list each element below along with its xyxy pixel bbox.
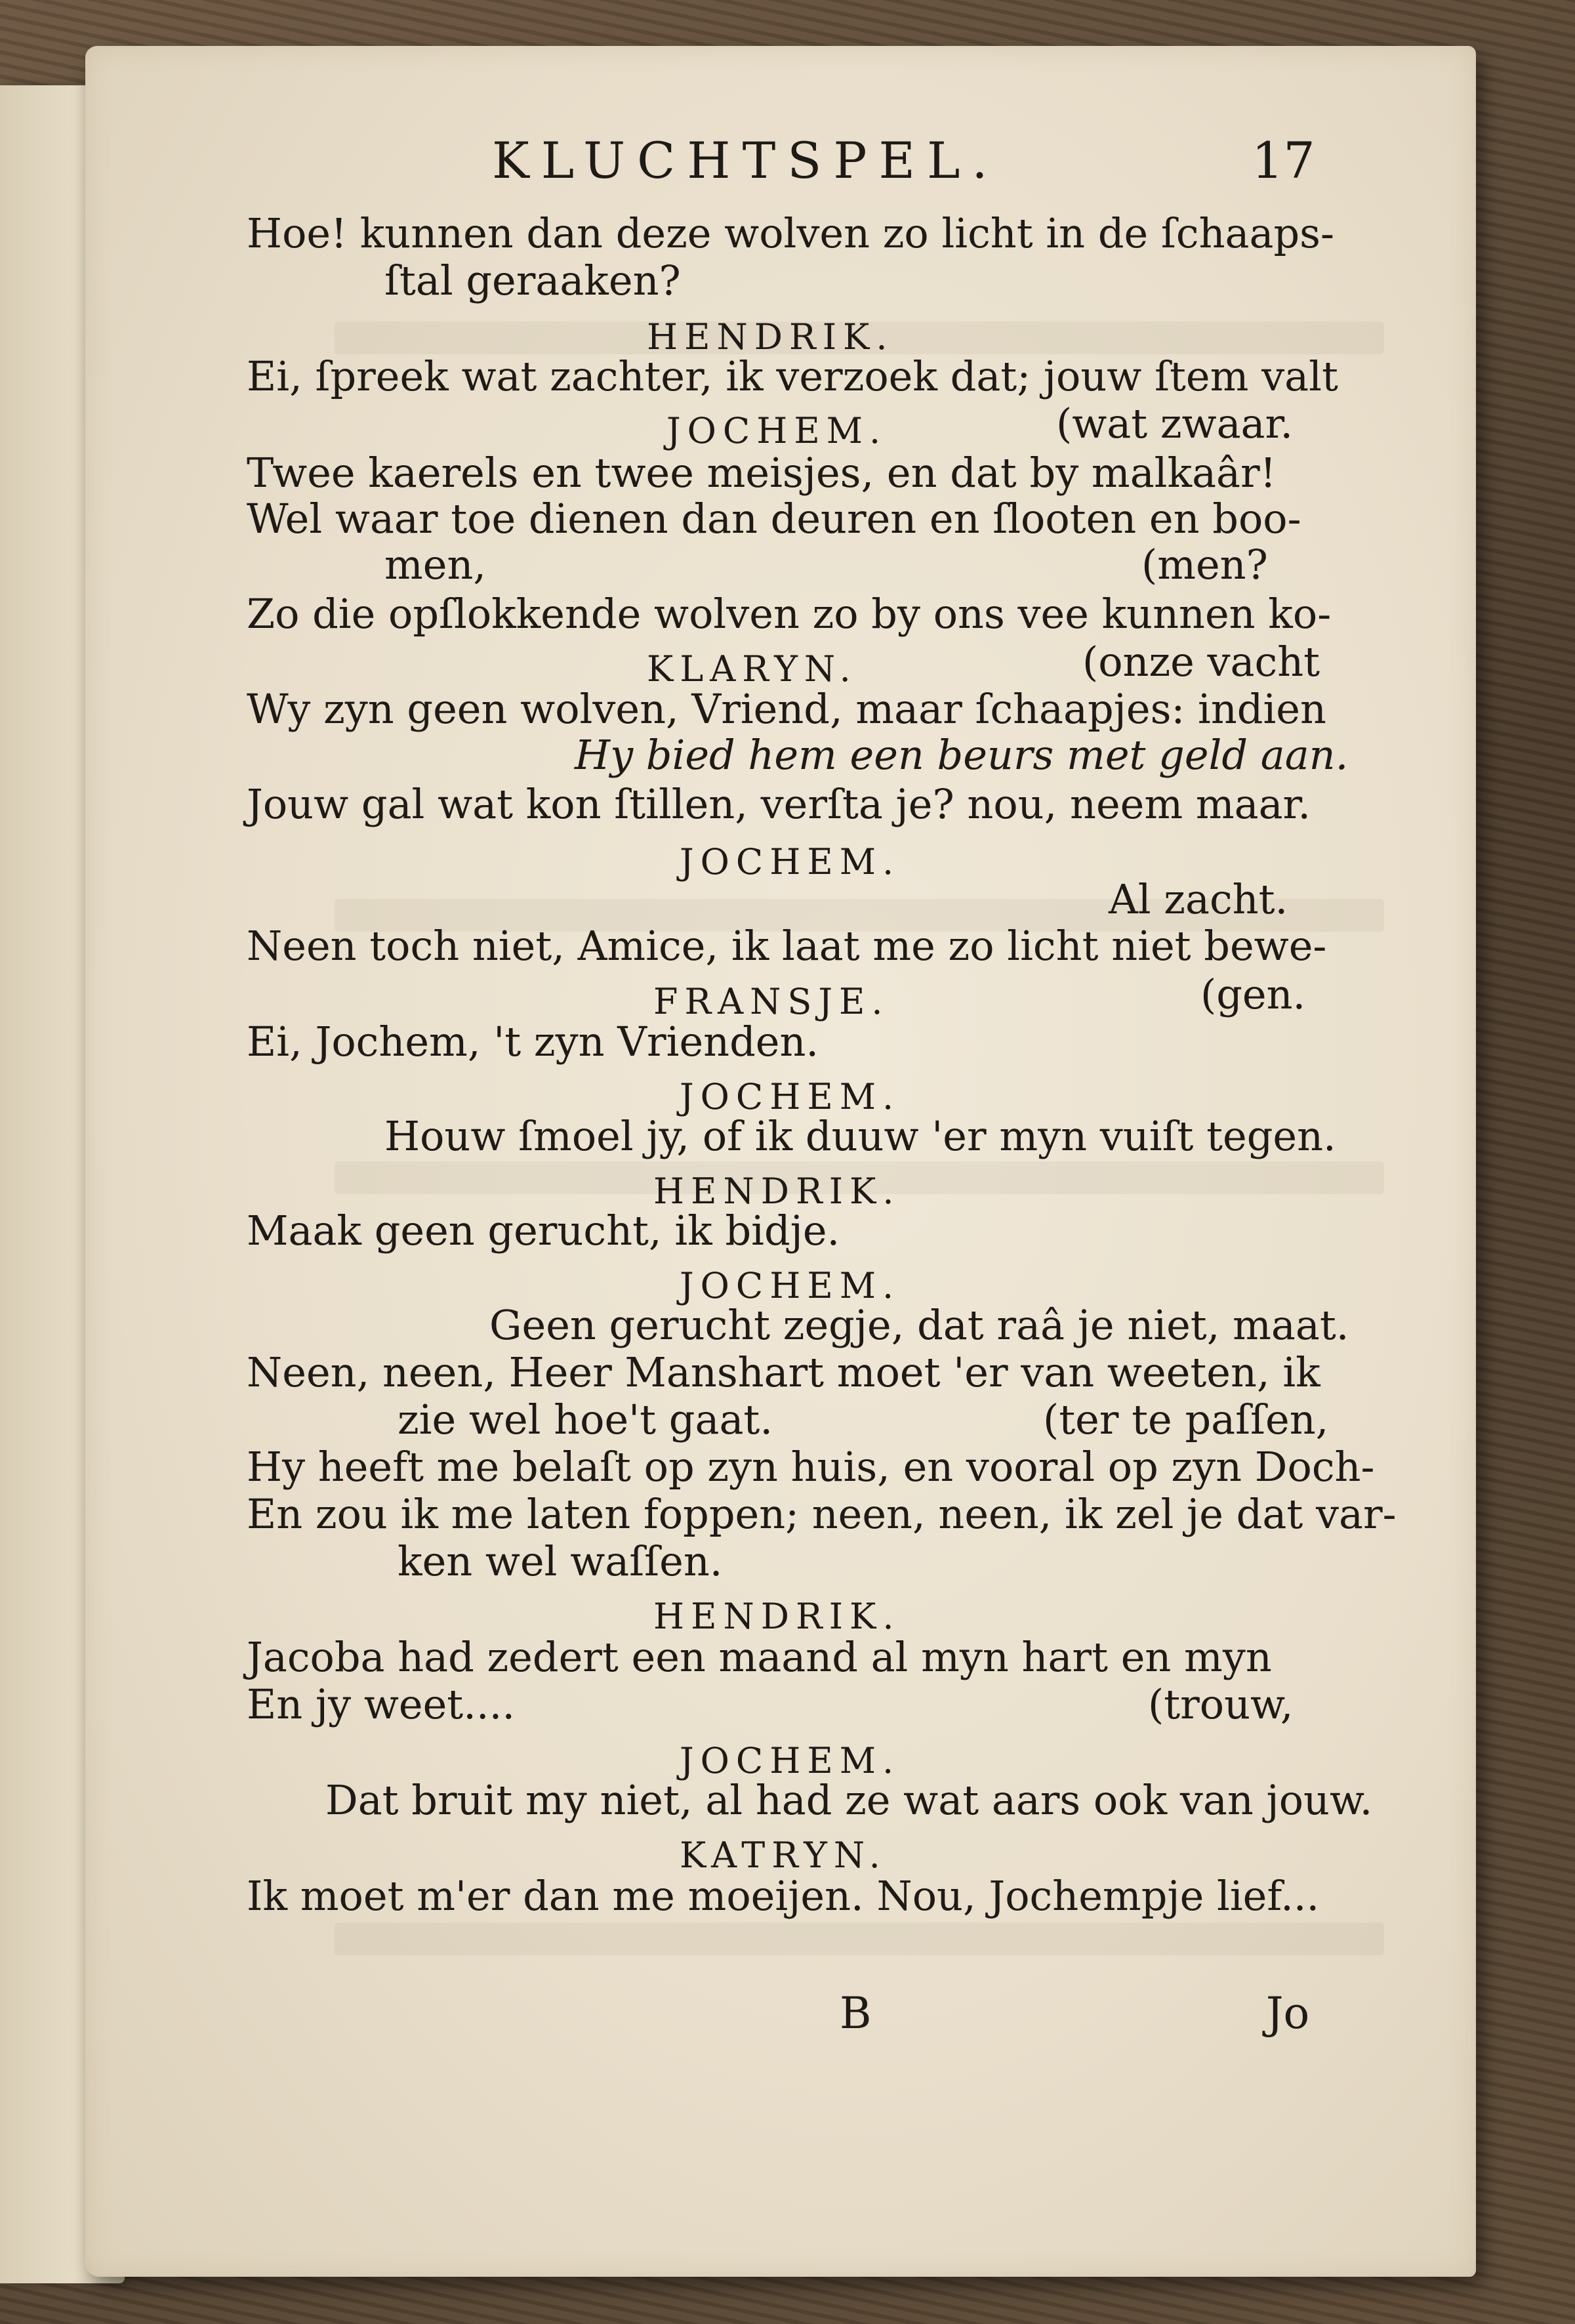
text-line: Ik moet m'er dan me moeijen. Nou, Jochempje lief... xyxy=(247,1872,1320,1920)
speaker-name: JOCHEM. xyxy=(666,410,888,451)
text-line: Houw ſmoel jy, of ik duuw 'er myn vuiſt tegen. xyxy=(384,1112,1336,1160)
text-line: ſtal geraaken? xyxy=(384,257,681,304)
speaker-name: JOCHEM. xyxy=(680,841,901,882)
show-through-text xyxy=(335,1922,1384,1955)
page-header xyxy=(85,131,1345,197)
turnover-line: (onze vacht xyxy=(1082,638,1320,686)
text-line: Hoe! kunnen dan deze wolven zo licht in de ſchaaps- xyxy=(247,209,1334,257)
speaker-name: KLARYN. xyxy=(647,648,857,690)
turnover-line: (trouw, xyxy=(1148,1680,1294,1728)
text-line: Twee kaerels en twee meisjes, en dat by malkaâr! xyxy=(247,449,1277,497)
book-page xyxy=(85,46,1476,2277)
speaker-name: JOCHEM. xyxy=(680,1265,901,1306)
text-line: Maak geen gerucht, ik bidje. xyxy=(247,1207,840,1255)
text-line: Zo die opſlokkende wolven zo by ons vee kunnen ko- xyxy=(247,590,1332,638)
speaker-name: HENDRIK. xyxy=(647,316,894,358)
text-line: Hy heeft me belaſt op zyn huis, en vooral op zyn Doch- xyxy=(247,1443,1375,1491)
speaker-name: HENDRIK. xyxy=(653,1596,901,1637)
text-line: Geen gerucht zegje, dat raâ je niet, maat. xyxy=(489,1301,1349,1349)
speaker-name: JOCHEM. xyxy=(680,1076,901,1117)
signature-mark: B xyxy=(840,1988,872,2039)
text-line: ken wel waſſen. xyxy=(398,1537,723,1585)
text-line: Dat bruit my niet, al had ze wat aars ook van jouw. xyxy=(325,1776,1373,1824)
text-line: Ei, Jochem, 't zyn Vrienden. xyxy=(247,1018,819,1066)
text-line: En jy weet.... xyxy=(247,1680,516,1728)
text-line: Neen toch niet, Amice, ik laat me zo licht niet bewe- xyxy=(247,922,1327,970)
speaker-name: FRANSJE. xyxy=(653,981,890,1022)
speaker-name: JOCHEM. xyxy=(680,1740,901,1781)
text-line: Ei, ſpreek wat zachter, ik verzoek dat; jouw ſtem valt xyxy=(247,352,1338,400)
text-line: En zou ik me laten foppen; neen, neen, ik zel je dat var- xyxy=(247,1490,1397,1538)
turnover-line: (gen. xyxy=(1200,970,1306,1018)
text-line: Wel waar toe dienen dan deuren en ſlooten en boo- xyxy=(247,495,1301,543)
speaker-name: KATRYN. xyxy=(680,1835,887,1876)
text-line: Neen, neen, Heer Manshart moet 'er van weeten, ik xyxy=(247,1348,1320,1396)
text-line: Wy zyn geen wolven, Vriend, maar ſchaapjes: indien xyxy=(247,685,1326,733)
text-line: Jacoba had zedert een maand al myn hart en myn xyxy=(247,1633,1272,1681)
turnover-line: (wat zwaar. xyxy=(1056,400,1294,447)
text-line: Jouw gal wat kon ſtillen, verſta je? nou, neem maar. xyxy=(247,780,1311,828)
text-line: men, xyxy=(384,541,487,589)
text-line: Al zacht. xyxy=(1109,875,1288,923)
catchword: Jo xyxy=(1266,1988,1310,2039)
running-head: KLUCHTSPEL. xyxy=(492,131,1000,190)
folio: 17 xyxy=(1252,131,1315,190)
stage-direction: Hy bied hem een beurs met geld aan. xyxy=(575,731,1349,779)
speaker-name: HENDRIK. xyxy=(653,1171,901,1212)
text-line: zie wel hoe't gaat. xyxy=(398,1396,773,1443)
turnover-line: (men? xyxy=(1141,541,1268,589)
turnover-line: (ter te paſſen, xyxy=(1043,1396,1329,1443)
